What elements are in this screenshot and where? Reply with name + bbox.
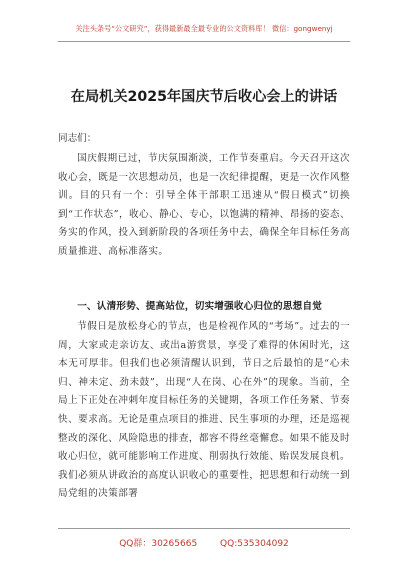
header-note: 关注头条号“公文研究”，获得最新最全最专业的公文资料库！ 微信：gongwenyj (75, 24, 333, 33)
paragraph-intro: 国庆假期已过，节庆氛围渐淡，工作节奏重启。今天召开这次收心会，既是一次思想动员，也是一次纪律提醒，更是一次作风整训。目的只有一个：引导全体干部职工迅速从“假日模式”切换到“工作状态”，收心、静心、专心，以饱满的精神、昂扬的姿态、务实的作风，投入到新阶段的各项任务中去，确保全年目标任务高质量推进、高标准落实。 (58, 153, 350, 257)
footer (0, 536, 408, 549)
header-divider (58, 41, 350, 42)
paragraph-section-1: 节假日是放松身心的节点，也是检视作风的“考场”。过去的一周，大家或走亲访友、或出a游赏景，享受了难得的休闲时光，这本无可厚非。但我们也必须清醒认识到，节日之后最怕的是“心未归、神未定、劲未鼓”，出现“人在岗、心在外”的现象。当前，全局上下正处在冲刺年度目标任务的关键期，各项工作任务紧、节奏快、要求高。无论是重点项目的推进、民生事项的办理，还是巡视整改的深化、风险隐患的排查，都容不得丝毫懈怠。如果不能及时收心归位，就可能影响工作进度、削弱执行效能、贻误发展良机。我们必须从讲政治的高度认识收心的重要性，把思想和行动统一到局党组的决策部署 (58, 321, 350, 500)
salutation: 同志们： (58, 133, 97, 144)
footer-qq-contact: QQ:535304092 (220, 539, 289, 549)
footer-divider (58, 528, 350, 529)
footer-qq-group: QQ群：30265665 (119, 539, 198, 549)
section-heading-1: 一、认清形势、提高站位，切实增强收心归位的思想自觉 (77, 301, 323, 312)
document-title: 在局机关2025年国庆节后收心会上的讲话 (70, 89, 338, 105)
